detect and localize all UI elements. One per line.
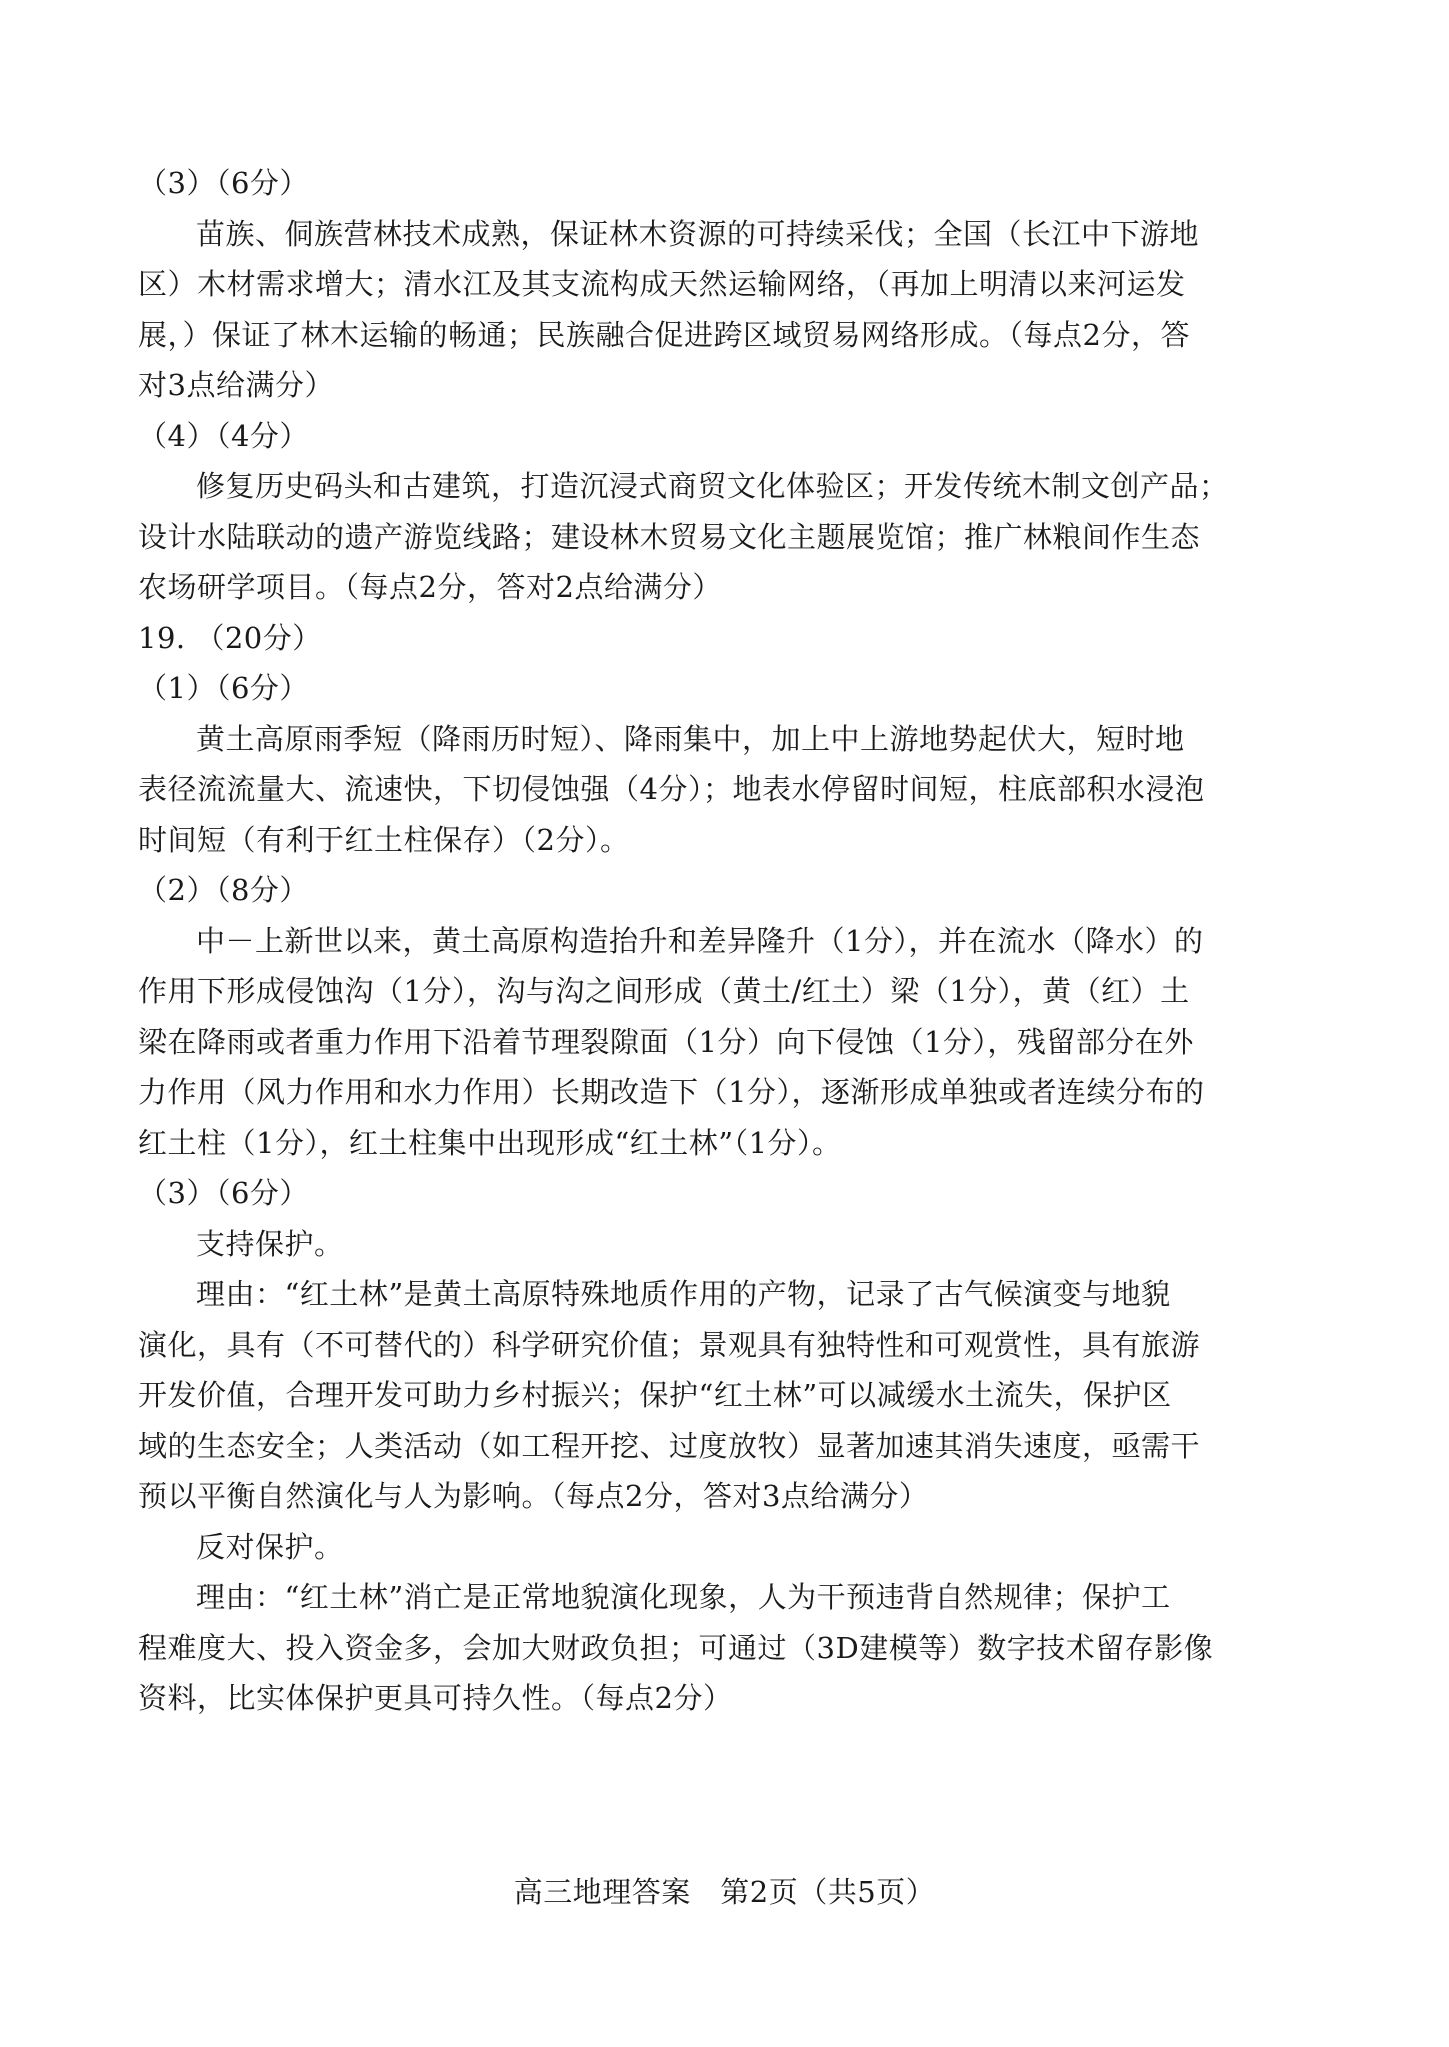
page-footer: 高三地理答案 第2页（共5页）	[513, 1875, 936, 1909]
text-line: （1）（6分）	[138, 671, 309, 705]
text-line: 反对保护。	[196, 1529, 344, 1564]
text-line: （3）（6分）	[138, 1176, 309, 1210]
answer-content	[138, 158, 1323, 1724]
text-line: 预以平衡自然演化与人为影响。（每点2分，答对3点给满分）	[138, 1479, 929, 1513]
text-line: （2）（8分）	[138, 873, 309, 907]
text-line: 理由：“红土林”是黄土高原特殊地质作用的产物，记录了古气候演变与地貌	[196, 1277, 1171, 1311]
text-line: （4）（4分）	[138, 418, 309, 453]
text-line: 苗族、侗族营林技术成熟，保证林木资源的可持续采伐；全国（长江中下游地	[196, 216, 1200, 251]
text-line: 演化，具有（不可替代的）科学研究价值；景观具有独特性和可观赏性，具有旅游	[138, 1327, 1201, 1362]
text-line: 中－上新世以来，黄土高原构造抬升和差异隆升（1分），并在流水（降水）的	[196, 923, 1204, 958]
text-line: 设计水陆联动的遗产游览线路；建设林木贸易文化主题展览馆；推广林粮间作生态	[138, 519, 1201, 554]
text-line: 梁在降雨或者重力作用下沿着节理裂隙面（1分）向下侵蚀（1分），残留部分在外	[138, 1024, 1194, 1059]
text-line: 程难度大、投入资金多，会加大财政负担；可通过（3D建模等）数字技术留存影像	[138, 1630, 1214, 1665]
text-line: 黄土高原雨季短（降雨历时短）、降雨集中，加上中上游地势起伏大，短时地	[196, 721, 1185, 756]
text-line: 对3点给满分）	[138, 368, 334, 402]
text-line: 理由：“红土林”消亡是正常地貌演化现象，人为干预违背自然规律；保护工	[196, 1580, 1171, 1614]
text-line: 域的生态安全；人类活动（如工程开挖、过度放牧）显著加速其消失速度，亟需干	[138, 1428, 1201, 1463]
text-line: 开发价值，合理开发可助力乡村振兴；保护“红土林”可以减缓水土流失，保护区	[138, 1378, 1172, 1412]
text-line: 时间短（有利于红土柱保存）（2分）。	[138, 822, 630, 857]
text-line: 资料，比实体保护更具可持久性。（每点2分）	[138, 1681, 733, 1715]
text-line: 19. （20分）	[138, 620, 322, 655]
text-line: 展，）保证了林木运输的畅通；民族融合促进跨区域贸易网络形成。（每点2分，答	[138, 317, 1190, 352]
text-line: 区）木材需求增大；清水江及其支流构成天然运输网络，（再加上明清以来河运发	[138, 267, 1186, 301]
text-line: 红土柱（1分），红土柱集中出现形成“红土林”（1分）。	[138, 1125, 842, 1160]
text-line: 作用下形成侵蚀沟（1分），沟与沟之间形成（黄土/红土）梁（1分），黄（红）土	[138, 974, 1190, 1008]
text-line: 农场研学项目。（每点2分，答对2点给满分）	[138, 570, 722, 604]
text-line: 力作用（风力作用和水力作用）长期改造下（1分），逐渐形成单独或者连续分布的	[138, 1075, 1205, 1109]
text-line: 支持保护。	[196, 1226, 344, 1261]
text-line: （3）（6分）	[138, 166, 309, 200]
text-line: 修复历史码头和古建筑，打造沉浸式商贸文化体验区；开发传统木制文创产品；	[196, 469, 1229, 503]
text-line: 表径流流量大、流速快，下切侵蚀强（4分）；地表水停留时间短，柱底部积水浸泡	[138, 772, 1205, 806]
